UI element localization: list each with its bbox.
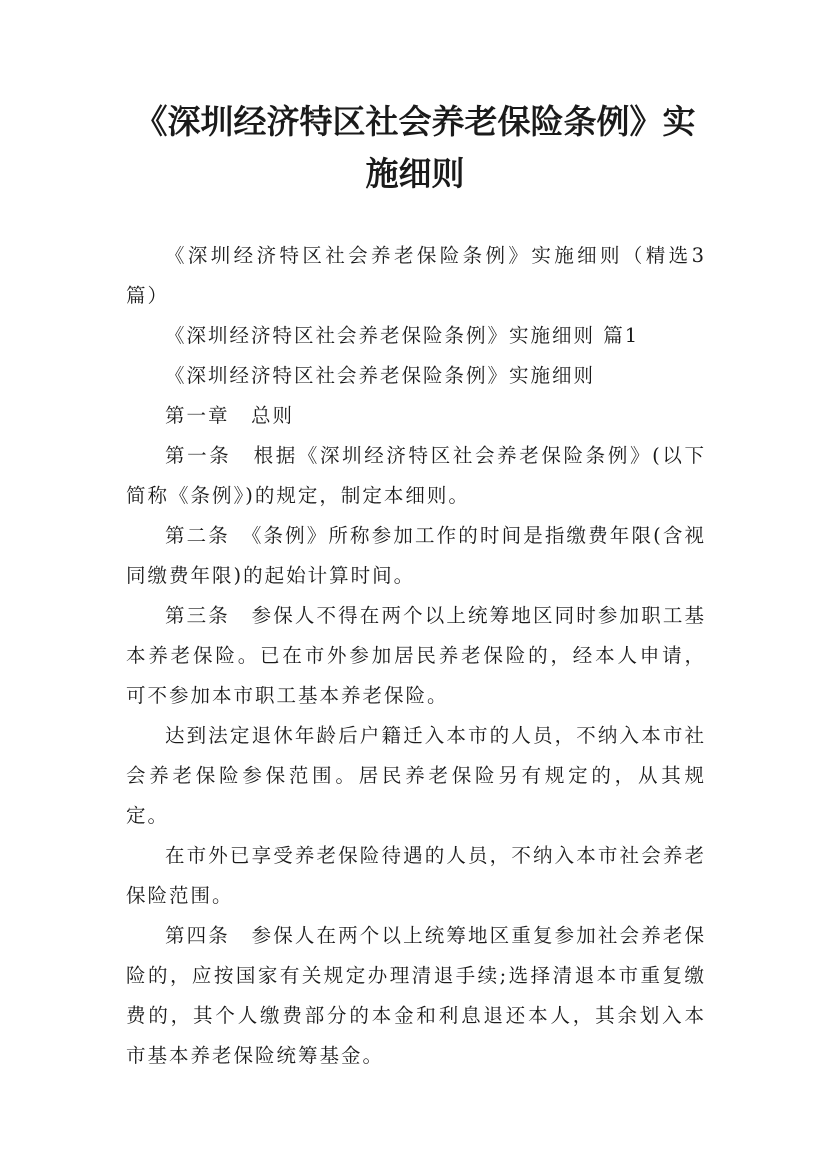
paragraph-article-1: 第一条 根据《深圳经济特区社会养老保险条例》(以下简称《条例》)的规定，制定本细则。: [126, 444, 706, 507]
paragraph-article-3: 第三条 参保人不得在两个以上统筹地区同时参加职工基本养老保险。已在市外参加居民养老保险的，经本人申请，可不参加本市职工基本养老保险。: [126, 604, 706, 707]
paragraph-part-heading: 《深圳经济特区社会养老保险条例》实施细则 篇1: [165, 324, 640, 347]
paragraph-doc-heading: 《深圳经济特区社会养老保险条例》实施细则: [165, 364, 596, 387]
paragraph-chapter-heading: 第一章 总则: [165, 404, 295, 427]
paragraph-article-4: 第四条 参保人在两个以上统筹地区重复参加社会养老保险的，应按国家有关规定办理清退手续;选择清退本市重复缴费的，其个人缴费部分的本金和利息退还本人，其余划入本市基本养老保险统筹基金。: [126, 924, 706, 1067]
document-title: 《深圳经济特区社会养老保险条例》实施细则: [134, 102, 696, 193]
paragraph-subtitle: 《深圳经济特区社会养老保险条例》实施细则（精选3篇）: [126, 244, 706, 307]
document-body: [126, 236, 706, 1076]
paragraph-article-3-cont-2: 在市外已享受养老保险待遇的人员，不纳入本市社会养老保险范围。: [126, 844, 706, 907]
paragraph-article-3-cont-1: 达到法定退休年龄后户籍迁入本市的人员，不纳入本市社会养老保险参保范围。居民养老保险另有规定的，从其规定。: [126, 724, 706, 827]
paragraph-article-2: 第二条 《条例》所称参加工作的时间是指缴费年限(含视同缴费年限)的起始计算时间。: [126, 524, 706, 587]
